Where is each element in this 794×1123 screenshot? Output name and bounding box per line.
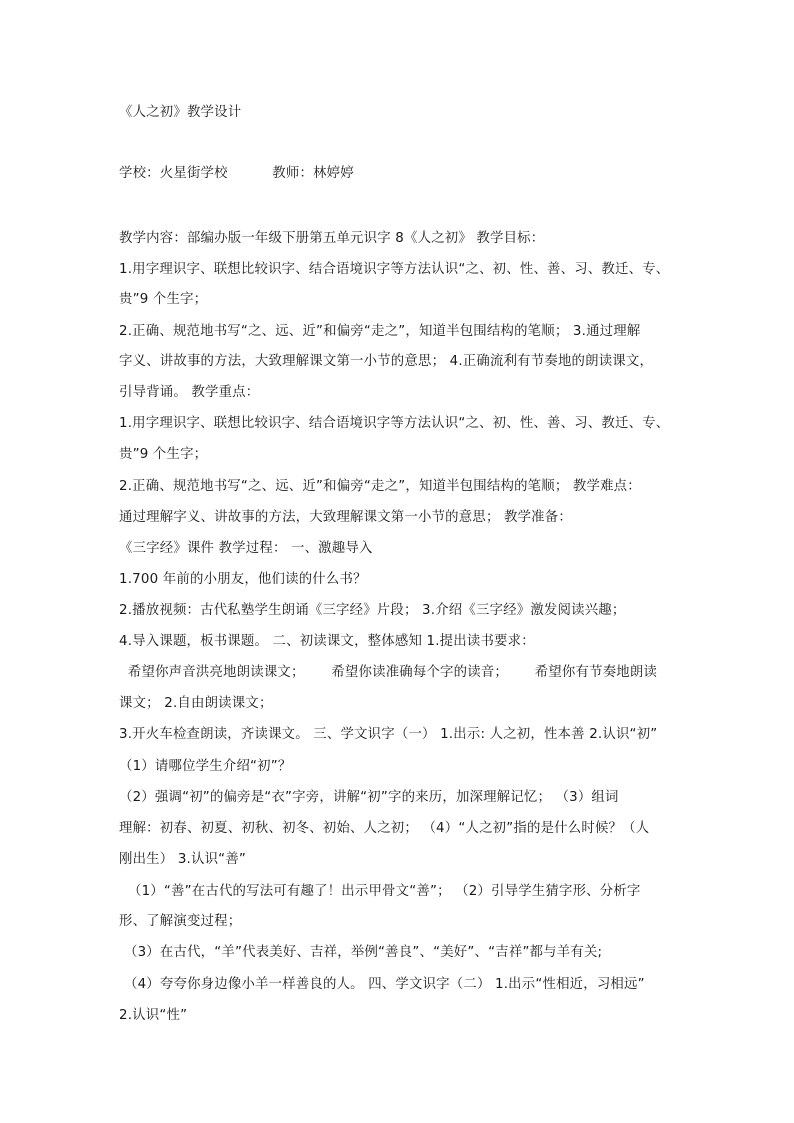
body-line: 理解：初春、初夏、初秋、初冬、初始、人之初； （4）“人之初”指的是什么时候？（人: [119, 821, 650, 836]
body-line: 1.用字理识字、联想比较识字、结合语境识字等方法认识“之、初、性、善、习、教迁、专、: [119, 262, 670, 277]
body-line: （2）强调“初”的偏旁是“衣”字旁，讲解“初”字的来历，加深理解记忆； （3）组词: [119, 790, 619, 805]
body-line: 《三字经》课件 教学过程： 一、激趣导入: [119, 541, 373, 556]
body-line: 2.播放视频：古代私塾学生朗诵《三字经》片段； 3.介绍《三字经》激发阅读兴趣；: [119, 603, 626, 618]
body-line: 课文； 2.自由朗读课文；: [119, 696, 273, 711]
body-line: 形、了解演变过程；: [119, 914, 242, 929]
body-line: （3）在古代，“羊”代表美好、吉祥，举例“善良”、“美好”、“吉祥”都与羊有关;: [124, 945, 603, 960]
body-line: 2.正确、规范地书写“之、远、近”和偏旁“走之”，知道半包围结构的笔顺； 教学难点：: [119, 479, 641, 494]
body-line: 3.开火车检查朗读，齐读课文。 三、学文识字（一） 1.出示: 人之初，性本善 2.认识“初”: [119, 727, 658, 742]
school-teacher-line: 学校：火星街学校 教师：林婷婷: [119, 166, 354, 181]
body-line: 教学内容：部编办版一年级下册第五单元识字 8《人之初》 教学目标：: [119, 231, 545, 246]
body-line: 1.用字理识字、联想比较识字、结合语境识字等方法认识“之、初、性、善、习、教迁、专、: [119, 416, 670, 431]
body-line: （4）夸夸你身边像小羊一样善良的人。 四、学文识字（二） 1.出示“性相近，习相远”: [124, 977, 645, 992]
body-line: 字义、讲故事的方法，大致理解课文第一小节的意思； 4.正确流利有节奏地的朗读课文，: [119, 354, 654, 369]
body-line: 贵”9 个生字；: [119, 292, 208, 307]
document-title: 《人之初》教学设计: [119, 105, 242, 120]
body-line: 希望你声音洪亮地朗读课文； 希望你读准确每个字的读音； 希望你有节奏地朗读: [119, 665, 658, 680]
body-line: 2.认识“性”: [119, 1008, 188, 1023]
body-line: （1）请哪位学生介绍“初”？: [119, 759, 292, 774]
body-line: 贵”9 个生字；: [119, 447, 208, 462]
body-line: 2.正确、规范地书写“之、远、近”和偏旁“走之”，知道半包围结构的笔顺； 3.通过理解: [119, 324, 641, 339]
body-line: 通过理解字义、讲故事的方法，大致理解课文第一小节的意思； 教学准备：: [119, 510, 572, 525]
body-line: 刚出生） 3.认识“善”: [119, 852, 247, 867]
body-line: 引导背诵。 教学重点：: [119, 385, 260, 400]
body-line: 4.导入课题，板书课题。 二、初读课文，整体感知 1.提出读书要求：: [119, 634, 535, 649]
body-line: 1.700 年前的小朋友，他们读的什么书？: [119, 572, 367, 587]
body-line: （1）“善”在古代的写法可有趣了！出示甲骨文“善”； （2）引导学生猜字形、分析字: [128, 884, 641, 899]
